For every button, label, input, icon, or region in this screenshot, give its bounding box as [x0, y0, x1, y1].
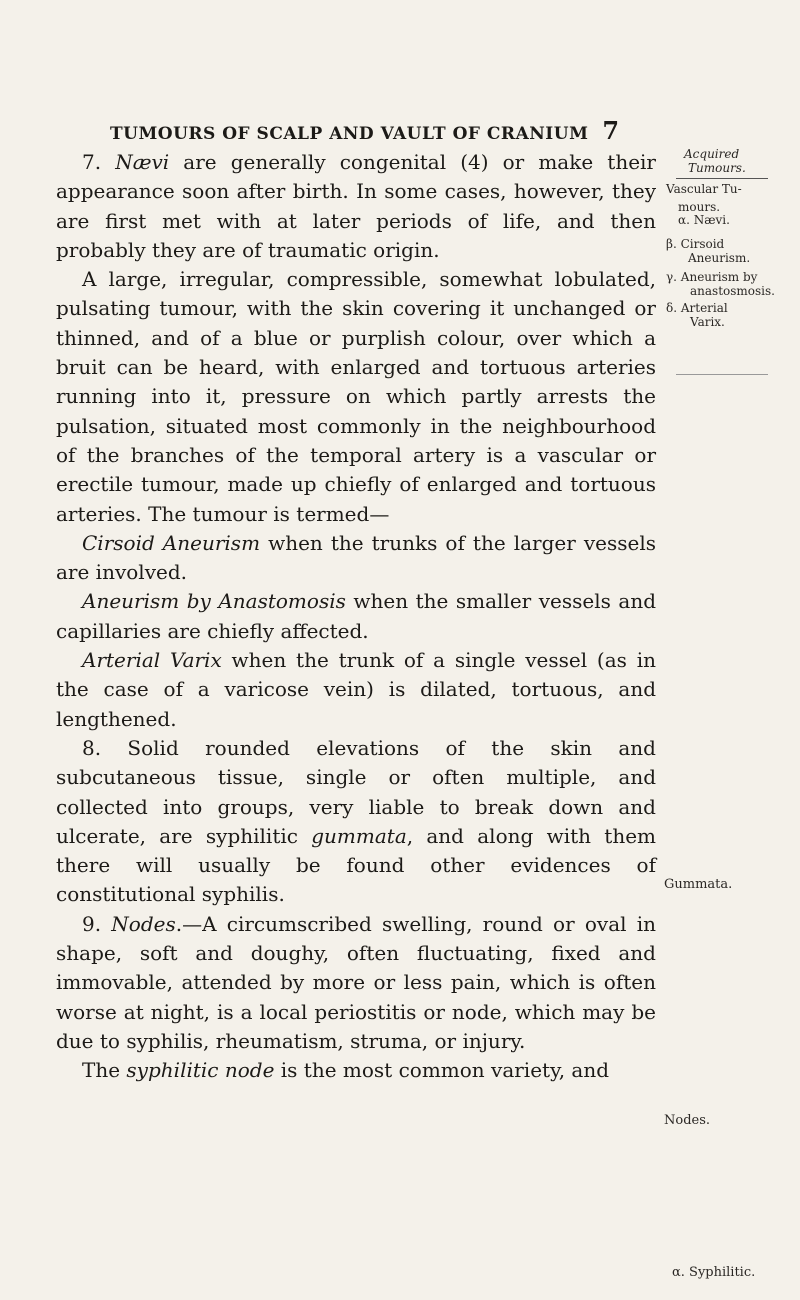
margin-anastomosis-2: anastosmosis. — [690, 284, 775, 298]
paragraph-anastomosis: Aneurism by Anastomosis when the smaller vessels and capillaries are chiefly affected. — [56, 589, 656, 643]
margin-tumours: Tumours. — [688, 161, 746, 175]
margin-nodes: Nodes. — [664, 1113, 711, 1128]
margin-cirsoid: β. Cirsoid — [666, 237, 725, 251]
paragraph-cirsoid: Cirsoid Aneurism when the trunks of the larger vessels are involved. — [56, 530, 656, 585]
body-text — [56, 148, 656, 1086]
margin-naevi: α. Nævi. — [678, 213, 730, 227]
margin-varix: δ. Arterial — [666, 301, 728, 315]
header-title: TUMOURS OF SCALP AND VAULT OF CRANIUM — [110, 124, 589, 144]
margin-rule-2 — [676, 374, 768, 375]
paragraph-7: 7. Nævi are generally congenital (4) or make their appearance soon after birth. In some cases, however, they are first met with at later periods of life, and then probably they are of traumatic origin. — [56, 150, 656, 262]
margin-syphilitic: α. Syphilitic. — [672, 1265, 756, 1280]
paragraph-vascular: A large, irregular, compressible, somewhat lobulated, pulsating tumour, with the skin covering it unchanged or thinned, and of a blue or purplish colour, over which a bruit can be heard, with enlarged and tortuous arteries running into it, pressure on which partly arrests the pulsation, situated most commonly in the neighbourhood of the branches of the temporal artery is a vascular or erectile tumour, made up chiefly of enlarged and tortuous arteries. The tumour is termed— — [56, 267, 656, 526]
margin-cirsoid-2: Aneurism. — [688, 251, 751, 265]
margin-acquired: Acquired — [684, 147, 740, 161]
page-number: 7 — [602, 116, 620, 145]
paragraph-varix: Arterial Varix when the trunk of a single vessel (as in the case of a varicose vein) is dilated, tortuous, and lengthened. — [56, 648, 656, 731]
margin-anastomosis: γ. Aneurism by — [666, 270, 758, 284]
paragraph-syphilitic-node: The syphilitic node is the most common variety, and — [82, 1058, 610, 1083]
margin-vascular: Vascular Tu- — [666, 182, 742, 196]
paragraph-9: 9. Nodes.—A circumscribed swelling, round or oval in shape, soft and doughy, often fluctuating, fixed and immovable, attended by more or less pain, which is often worse at night, is a local periostitis or node, which may be due to syphilis, rheumatism, struma, or injury. — [56, 911, 656, 1053]
paragraph-8: 8. Solid rounded elevations of the skin and subcutaneous tissue, single or often multiple, and collected into groups, very liable to break down and ulcerate, are syphilitic gummata, and along with them there will usually be found other evidences of constitutional syphilis. — [56, 735, 657, 907]
margin-varix-2: Varix. — [690, 315, 725, 329]
margin-vascular-2: mours. — [678, 200, 721, 214]
margin-rule — [676, 178, 768, 179]
running-head — [110, 116, 620, 145]
margin-gummata: Gummata. — [664, 877, 733, 892]
